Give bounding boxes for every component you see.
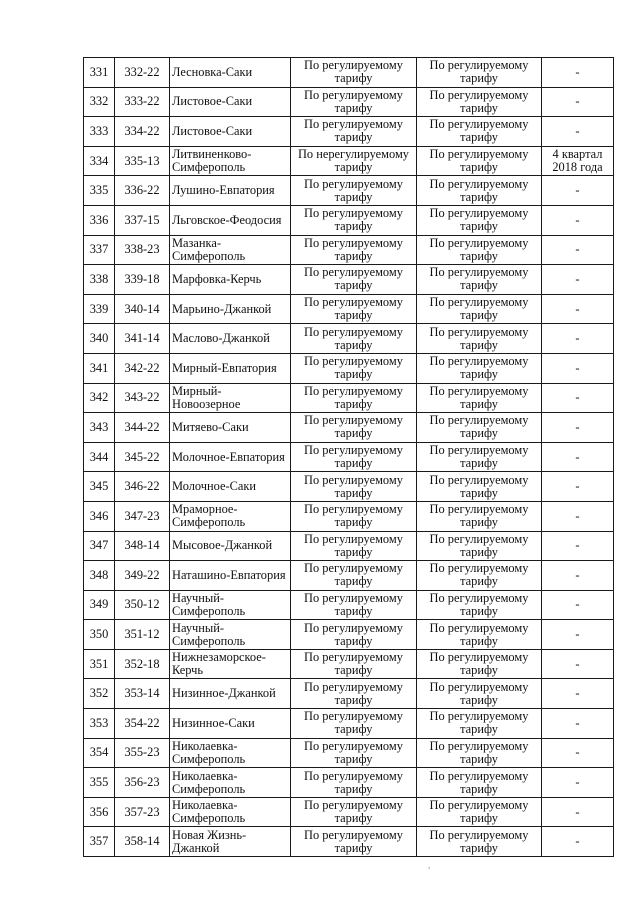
route-name-cell: Николаевка-Симферополь bbox=[170, 738, 291, 768]
route-code-cell: 342-22 bbox=[115, 353, 170, 383]
tariff-type-cell: По регулируемому тарифу bbox=[291, 176, 417, 206]
route-code-cell: 347-23 bbox=[115, 501, 170, 531]
table-row bbox=[84, 383, 614, 413]
routes-table bbox=[83, 57, 614, 857]
tariff-type-cell: По регулируемому тарифу bbox=[291, 679, 417, 709]
table-row bbox=[84, 531, 614, 561]
note-cell: - bbox=[542, 590, 614, 620]
tariff-type-cell: По регулируемому тарифу bbox=[417, 442, 542, 472]
note-cell: - bbox=[542, 265, 614, 295]
tariff-type-cell: По регулируемому тарифу bbox=[417, 472, 542, 502]
routes-table-body bbox=[84, 58, 614, 857]
route-name-cell: Лушино-Евпатория bbox=[170, 176, 291, 206]
table-row bbox=[84, 413, 614, 443]
route-name-cell: Митяево-Саки bbox=[170, 413, 291, 443]
table-row bbox=[84, 768, 614, 798]
tariff-type-cell: По регулируемому тарифу bbox=[291, 324, 417, 354]
row-number-cell: 338 bbox=[84, 265, 115, 295]
note-cell: - bbox=[542, 797, 614, 827]
tariff-type-cell: По регулируемому тарифу bbox=[417, 709, 542, 739]
table-row bbox=[84, 146, 614, 176]
note-cell: - bbox=[542, 117, 614, 147]
route-code-cell: 350-12 bbox=[115, 590, 170, 620]
route-name-cell: Молочное-Евпатория bbox=[170, 442, 291, 472]
note-cell: - bbox=[542, 501, 614, 531]
row-number-cell: 347 bbox=[84, 531, 115, 561]
route-code-cell: 336-22 bbox=[115, 176, 170, 206]
tariff-type-cell: По регулируемому тарифу bbox=[291, 531, 417, 561]
tariff-type-cell: По регулируемому тарифу bbox=[291, 442, 417, 472]
route-name-cell: Мысовое-Джанкой bbox=[170, 531, 291, 561]
route-name-cell: Научный-Симферополь bbox=[170, 590, 291, 620]
tariff-type-cell: По нерегулируемому тарифу bbox=[291, 146, 417, 176]
tariff-type-cell: По регулируемому тарифу bbox=[291, 620, 417, 650]
note-cell: - bbox=[542, 679, 614, 709]
tariff-type-cell: По регулируемому тарифу bbox=[291, 117, 417, 147]
route-code-cell: 357-23 bbox=[115, 797, 170, 827]
note-cell: - bbox=[542, 235, 614, 265]
route-name-cell: Мирный-Новоозерное bbox=[170, 383, 291, 413]
table-row bbox=[84, 265, 614, 295]
table-row bbox=[84, 205, 614, 235]
row-number-cell: 343 bbox=[84, 413, 115, 443]
route-code-cell: 356-23 bbox=[115, 768, 170, 798]
tariff-type-cell: По регулируемому тарифу bbox=[291, 590, 417, 620]
tariff-type-cell: По регулируемому тарифу bbox=[291, 797, 417, 827]
tariff-type-cell: По регулируемому тарифу bbox=[291, 353, 417, 383]
note-cell: - bbox=[542, 561, 614, 591]
route-name-cell: Литвиненково-Симферополь bbox=[170, 146, 291, 176]
table-row bbox=[84, 501, 614, 531]
route-name-cell: Марьино-Джанкой bbox=[170, 294, 291, 324]
table-row bbox=[84, 87, 614, 117]
row-number-cell: 342 bbox=[84, 383, 115, 413]
route-name-cell: Марфовка-Керчь bbox=[170, 265, 291, 295]
row-number-cell: 352 bbox=[84, 679, 115, 709]
tariff-type-cell: По регулируемому тарифу bbox=[417, 413, 542, 443]
route-code-cell: 335-13 bbox=[115, 146, 170, 176]
tariff-type-cell: По регулируемому тарифу bbox=[417, 531, 542, 561]
tariff-type-cell: По регулируемому тарифу bbox=[291, 383, 417, 413]
route-code-cell: 353-14 bbox=[115, 679, 170, 709]
row-number-cell: 350 bbox=[84, 620, 115, 650]
route-name-cell: Николаевка-Симферополь bbox=[170, 768, 291, 798]
tariff-type-cell: По регулируемому тарифу bbox=[291, 413, 417, 443]
note-cell: - bbox=[542, 738, 614, 768]
note-cell: - bbox=[542, 176, 614, 206]
table-row bbox=[84, 797, 614, 827]
tariff-type-cell: По регулируемому тарифу bbox=[417, 265, 542, 295]
tariff-type-cell: По регулируемому тарифу bbox=[417, 561, 542, 591]
route-code-cell: 358-14 bbox=[115, 827, 170, 857]
tariff-type-cell: По регулируемому тарифу bbox=[417, 353, 542, 383]
route-code-cell: 345-22 bbox=[115, 442, 170, 472]
row-number-cell: 332 bbox=[84, 87, 115, 117]
note-cell: - bbox=[542, 205, 614, 235]
note-cell: - bbox=[542, 383, 614, 413]
route-code-cell: 352-18 bbox=[115, 649, 170, 679]
tariff-type-cell: По регулируемому тарифу bbox=[291, 768, 417, 798]
route-name-cell: Низинное-Джанкой bbox=[170, 679, 291, 709]
note-cell: - bbox=[542, 324, 614, 354]
route-name-cell: Маслово-Джанкой bbox=[170, 324, 291, 354]
row-number-cell: 345 bbox=[84, 472, 115, 502]
tariff-type-cell: По регулируемому тарифу bbox=[291, 472, 417, 502]
route-name-cell: Листовое-Саки bbox=[170, 87, 291, 117]
tariff-type-cell: По регулируемому тарифу bbox=[417, 649, 542, 679]
route-name-cell: Мазанка-Симферополь bbox=[170, 235, 291, 265]
route-name-cell: Молочное-Саки bbox=[170, 472, 291, 502]
route-code-cell: 354-22 bbox=[115, 709, 170, 739]
scan-artifact-mark: , bbox=[428, 860, 431, 870]
tariff-type-cell: По регулируемому тарифу bbox=[417, 679, 542, 709]
tariff-type-cell: По регулируемому тарифу bbox=[291, 827, 417, 857]
table-row bbox=[84, 561, 614, 591]
route-code-cell: 339-18 bbox=[115, 265, 170, 295]
note-cell: - bbox=[542, 442, 614, 472]
note-cell: - bbox=[542, 649, 614, 679]
tariff-type-cell: По регулируемому тарифу bbox=[291, 501, 417, 531]
tariff-type-cell: По регулируемому тарифу bbox=[417, 58, 542, 88]
tariff-type-cell: По регулируемому тарифу bbox=[291, 561, 417, 591]
note-cell: - bbox=[542, 294, 614, 324]
tariff-type-cell: По регулируемому тарифу bbox=[417, 738, 542, 768]
table-row bbox=[84, 738, 614, 768]
route-name-cell: Листовое-Саки bbox=[170, 117, 291, 147]
tariff-type-cell: По регулируемому тарифу bbox=[417, 383, 542, 413]
tariff-type-cell: По регулируемому тарифу bbox=[291, 294, 417, 324]
tariff-type-cell: По регулируемому тарифу bbox=[417, 827, 542, 857]
table-row bbox=[84, 324, 614, 354]
route-code-cell: 355-23 bbox=[115, 738, 170, 768]
route-code-cell: 337-15 bbox=[115, 205, 170, 235]
row-number-cell: 348 bbox=[84, 561, 115, 591]
table-row bbox=[84, 294, 614, 324]
table-row bbox=[84, 176, 614, 206]
note-cell: - bbox=[542, 353, 614, 383]
route-name-cell: Мраморное-Симферополь bbox=[170, 501, 291, 531]
route-name-cell: Мирный-Евпатория bbox=[170, 353, 291, 383]
route-name-cell: Льговское-Феодосия bbox=[170, 205, 291, 235]
note-cell: - bbox=[542, 827, 614, 857]
note-cell: - bbox=[542, 531, 614, 561]
route-name-cell: Наташино-Евпатория bbox=[170, 561, 291, 591]
row-number-cell: 346 bbox=[84, 501, 115, 531]
route-code-cell: 341-14 bbox=[115, 324, 170, 354]
route-code-cell: 338-23 bbox=[115, 235, 170, 265]
route-code-cell: 333-22 bbox=[115, 87, 170, 117]
note-cell: - bbox=[542, 709, 614, 739]
row-number-cell: 355 bbox=[84, 768, 115, 798]
row-number-cell: 353 bbox=[84, 709, 115, 739]
tariff-type-cell: По регулируемому тарифу bbox=[417, 235, 542, 265]
tariff-type-cell: По регулируемому тарифу bbox=[417, 176, 542, 206]
row-number-cell: 336 bbox=[84, 205, 115, 235]
row-number-cell: 337 bbox=[84, 235, 115, 265]
table-row bbox=[84, 679, 614, 709]
tariff-type-cell: По регулируемому тарифу bbox=[417, 590, 542, 620]
route-name-cell: Лесновка-Саки bbox=[170, 58, 291, 88]
note-cell: - bbox=[542, 58, 614, 88]
note-cell: - bbox=[542, 413, 614, 443]
row-number-cell: 340 bbox=[84, 324, 115, 354]
route-code-cell: 332-22 bbox=[115, 58, 170, 88]
row-number-cell: 349 bbox=[84, 590, 115, 620]
tariff-type-cell: По регулируемому тарифу bbox=[417, 768, 542, 798]
tariff-type-cell: По регулируемому тарифу bbox=[417, 294, 542, 324]
tariff-type-cell: По регулируемому тарифу bbox=[417, 501, 542, 531]
tariff-type-cell: По регулируемому тарифу bbox=[291, 738, 417, 768]
row-number-cell: 339 bbox=[84, 294, 115, 324]
tariff-type-cell: По регулируемому тарифу bbox=[291, 58, 417, 88]
table-row bbox=[84, 235, 614, 265]
note-cell: - bbox=[542, 768, 614, 798]
route-name-cell: Научный-Симферополь bbox=[170, 620, 291, 650]
row-number-cell: 335 bbox=[84, 176, 115, 206]
route-name-cell: Николаевка-Симферополь bbox=[170, 797, 291, 827]
note-cell: 4 квартал 2018 года bbox=[542, 146, 614, 176]
tariff-type-cell: По регулируемому тарифу bbox=[291, 265, 417, 295]
row-number-cell: 351 bbox=[84, 649, 115, 679]
tariff-type-cell: По регулируемому тарифу bbox=[291, 649, 417, 679]
table-row bbox=[84, 472, 614, 502]
route-code-cell: 348-14 bbox=[115, 531, 170, 561]
row-number-cell: 357 bbox=[84, 827, 115, 857]
note-cell: - bbox=[542, 87, 614, 117]
tariff-type-cell: По регулируемому тарифу bbox=[417, 620, 542, 650]
row-number-cell: 334 bbox=[84, 146, 115, 176]
table-row bbox=[84, 649, 614, 679]
table-row bbox=[84, 58, 614, 88]
table-row bbox=[84, 709, 614, 739]
route-name-cell: Низинное-Саки bbox=[170, 709, 291, 739]
table-row bbox=[84, 117, 614, 147]
route-code-cell: 344-22 bbox=[115, 413, 170, 443]
table-row bbox=[84, 620, 614, 650]
route-code-cell: 349-22 bbox=[115, 561, 170, 591]
route-code-cell: 340-14 bbox=[115, 294, 170, 324]
tariff-type-cell: По регулируемому тарифу bbox=[417, 324, 542, 354]
row-number-cell: 356 bbox=[84, 797, 115, 827]
route-name-cell: Нижнезаморское-Керчь bbox=[170, 649, 291, 679]
row-number-cell: 344 bbox=[84, 442, 115, 472]
tariff-type-cell: По регулируемому тарифу bbox=[291, 87, 417, 117]
tariff-type-cell: По регулируемому тарифу bbox=[417, 797, 542, 827]
row-number-cell: 333 bbox=[84, 117, 115, 147]
row-number-cell: 331 bbox=[84, 58, 115, 88]
tariff-type-cell: По регулируемому тарифу bbox=[417, 205, 542, 235]
route-code-cell: 351-12 bbox=[115, 620, 170, 650]
table-row bbox=[84, 353, 614, 383]
row-number-cell: 341 bbox=[84, 353, 115, 383]
route-code-cell: 346-22 bbox=[115, 472, 170, 502]
tariff-type-cell: По регулируемому тарифу bbox=[417, 87, 542, 117]
note-cell: - bbox=[542, 472, 614, 502]
route-name-cell: Новая Жизнь-Джанкой bbox=[170, 827, 291, 857]
row-number-cell: 354 bbox=[84, 738, 115, 768]
note-cell: - bbox=[542, 620, 614, 650]
tariff-type-cell: По регулируемому тарифу bbox=[291, 709, 417, 739]
route-code-cell: 343-22 bbox=[115, 383, 170, 413]
table-row bbox=[84, 827, 614, 857]
table-row bbox=[84, 442, 614, 472]
tariff-type-cell: По регулируемому тарифу bbox=[417, 146, 542, 176]
tariff-type-cell: По регулируемому тарифу bbox=[291, 235, 417, 265]
table-row bbox=[84, 590, 614, 620]
tariff-type-cell: По регулируемому тарифу bbox=[417, 117, 542, 147]
tariff-type-cell: По регулируемому тарифу bbox=[291, 205, 417, 235]
route-code-cell: 334-22 bbox=[115, 117, 170, 147]
